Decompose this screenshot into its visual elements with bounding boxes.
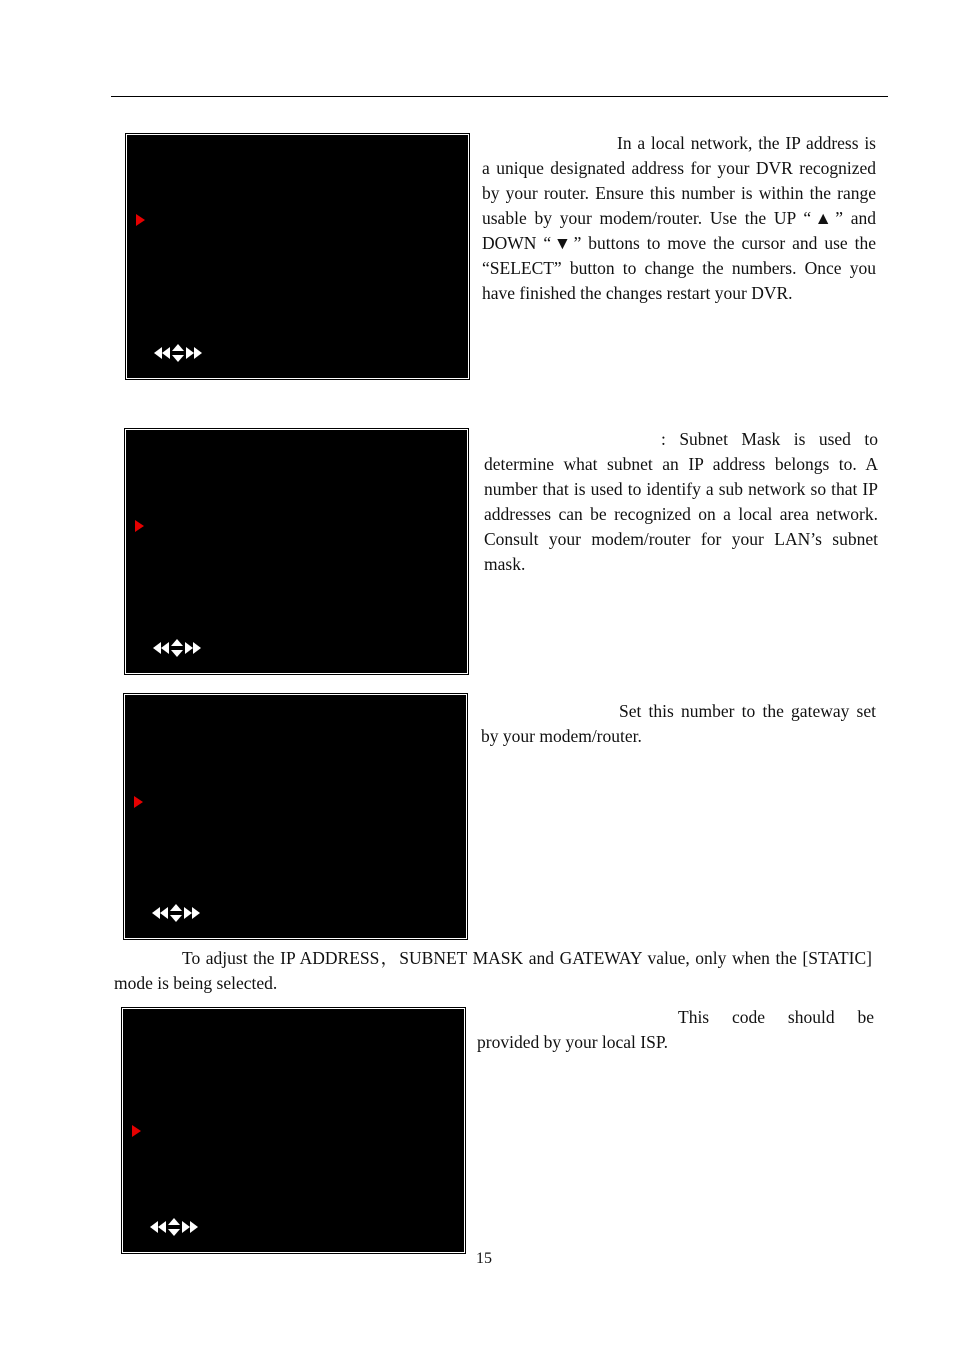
gateway-description: Set this number to the gateway set by your modem/router. [481, 701, 876, 746]
static-mode-note: To adjust the IP ADDRESS，SUBNET MASK and GATEWAY value, only when the [STATIC] mode is being selected. [114, 948, 872, 993]
osd-screen-dns [124, 1010, 463, 1251]
navigation-arrows-icon [152, 639, 202, 657]
dns-description: This code should be provided by your local ISP. [477, 1007, 874, 1052]
ip-address-description: In a local network, the IP address is a unique designated address for your DVR recognized by your router. Ensure this number is within the range usable by your modem/router. Use the UP “▲” and DOWN “▼” buttons to move the cursor and use the “SELECT” button to change the numbers. Once you have finished the changes restart your DVR. [482, 133, 876, 303]
red-arrow-icon [136, 214, 145, 226]
red-arrow-icon [134, 796, 143, 808]
page-number: 15 [476, 1250, 492, 1267]
subnet-mask-description: : Subnet Mask is used to determine what subnet an IP address belongs to. A number that is used to identify a sub network so that IP addresses can be recognized on a local area network. Consult your modem/router for your LAN’s subnet mask. [484, 429, 878, 574]
osd-screen-gateway [126, 696, 465, 937]
navigation-arrows-icon [151, 904, 201, 922]
header-rule [111, 96, 888, 97]
osd-screen-ip-address [128, 136, 467, 377]
osd-screen-subnet-mask [127, 431, 466, 672]
navigation-arrows-icon [149, 1218, 199, 1236]
red-arrow-icon [135, 520, 144, 532]
navigation-arrows-icon [153, 344, 203, 362]
red-arrow-icon [132, 1125, 141, 1137]
